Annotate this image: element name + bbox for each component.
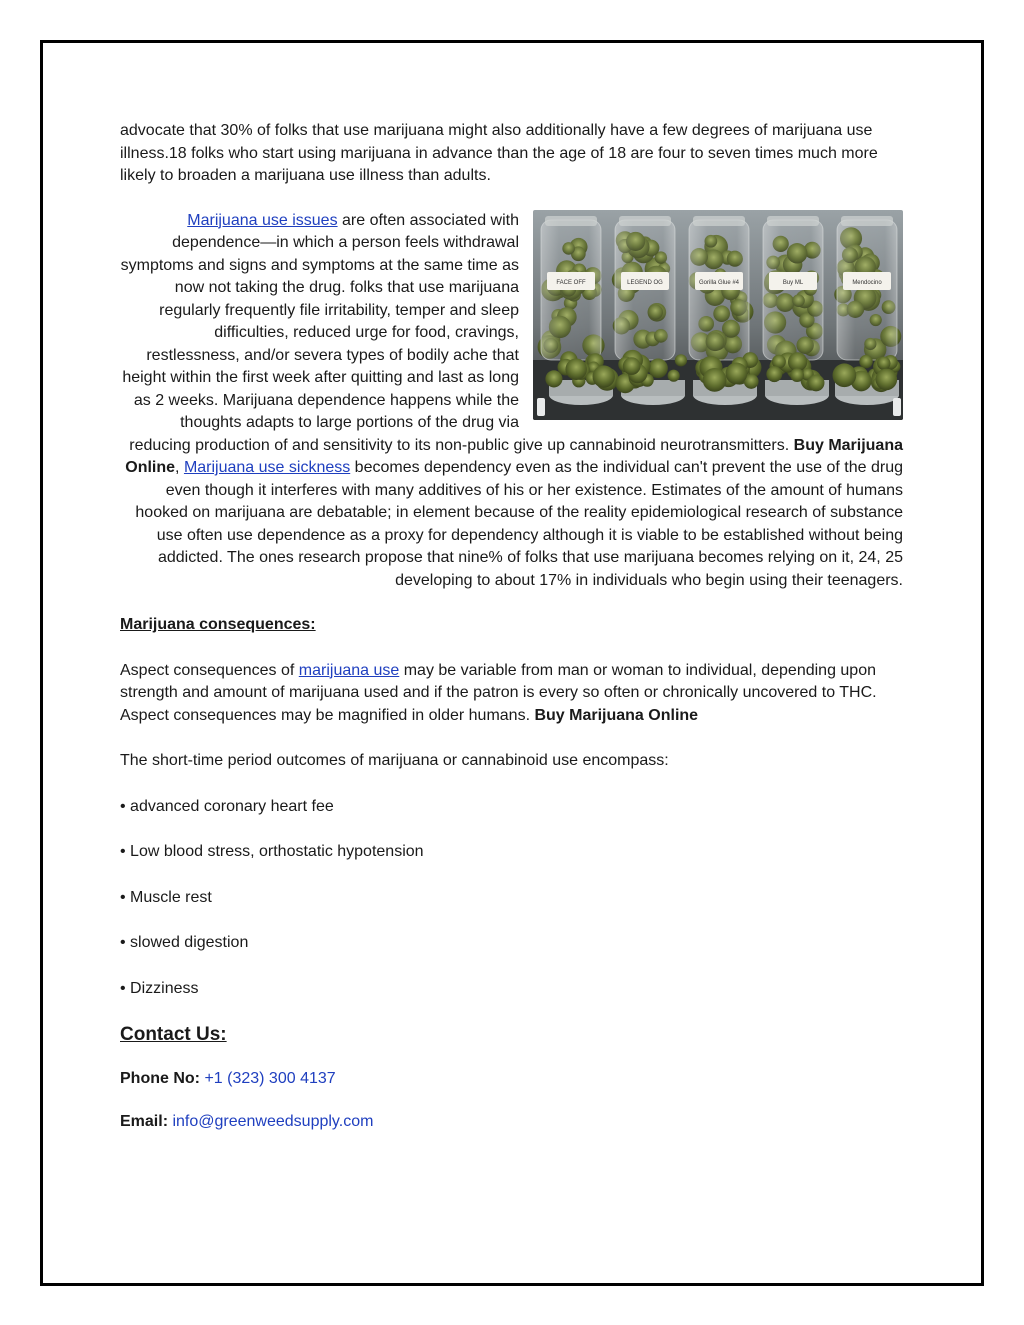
phone-row (120, 1068, 903, 1091)
bullet-item: • advanced coronary heart fee (120, 797, 334, 815)
bullet-item: • Dizziness (120, 979, 199, 997)
dependence-text-2: becomes dependency even as the individual can't prevent the use of the drug even though it interferes with many additives of his or her existence. Estimates of the amount of humans hooked on marijuana are debatable; in element because of the reality epidemiological research of substance use often use dependence as a proxy for dependency although it is viable to be established without being addicted. The ones research propose that nine% of folks that use marijuana becomes relying on it, 24, 25 developing to about 17% in individuals who begin using their teenagers. (135, 459, 903, 589)
consequences-text-b: may be variable from man or woman to individual, depending upon strength and amount of marijuana used and if the patron is every so often or chronically uncovered to THC. Aspect consequences may be magnified in older humans. (120, 661, 877, 724)
email-label: Email: (120, 1112, 173, 1130)
contact-heading: Contact Us: (120, 1024, 227, 1045)
consequences-text-a: Aspect consequences of (120, 661, 299, 679)
jar-label: LEGEND OG (627, 279, 663, 286)
email-address[interactable]: info@greenweedsupply.com (172, 1112, 374, 1130)
short-term-intro: The short-time period outcomes of marijuana or cannabinoid use encompass: (120, 752, 669, 769)
jar-label: Mendocino (852, 279, 882, 286)
jar-label: FACE OFF (556, 279, 586, 286)
buy-online-bold-1: Buy Marijuana Online (125, 436, 903, 476)
vial (893, 398, 901, 416)
comma: , (175, 459, 184, 476)
dependence-section (120, 210, 903, 593)
jar (612, 216, 675, 360)
phone-number[interactable]: +1 (323) 300 4137 (204, 1070, 336, 1087)
document-body (120, 120, 903, 1133)
link-marijuana-use-sickness[interactable]: Marijuana use sickness (183, 459, 351, 476)
consequences-paragraph (120, 660, 903, 728)
jars-illustration (533, 210, 903, 420)
jar-label: Buy ML (782, 279, 804, 286)
bullet-item: • slowed digestion (120, 934, 249, 951)
jar-label: Gorilla Glue #4 (698, 279, 740, 286)
link-marijuana-use-issues[interactable]: Marijuana use issues (187, 211, 338, 229)
bullet-item: • Low blood stress, orthostatic hypotension (120, 843, 424, 860)
cannabis-jars-photo (533, 210, 903, 420)
link-marijuana-use[interactable]: marijuana use (298, 661, 400, 679)
vial (537, 398, 545, 416)
jar (763, 216, 823, 362)
intro-paragraph: advocate that 30% of folks that use marijuana might also additionally have a few degrees of marijuana use illness.18 folks who start using marijuana in advance than the age of 18 are four to seven times much more likely to broaden a marijuana use illness than adults. (120, 122, 878, 184)
phone-label: Phone No: (120, 1070, 205, 1087)
jar (689, 216, 754, 361)
jar (538, 216, 605, 360)
consequences-heading: Marijuana consequences: (120, 616, 316, 633)
buy-online-bold-2: Buy Marijuana Online (534, 706, 699, 724)
jar (834, 216, 901, 361)
bullet-item: • Muscle rest (120, 888, 212, 906)
dependence-text-1: are often associated with dependence—in which a person feels withdrawal symptoms and signs and symptoms at the same time as now not taking the drug. folks that use marijuana regularly frequently file irritability, temper and sleep difficulties, reduced urge for food, cravings, restlessness, and/or severa types of bodily ache that height within the first week after quitting and last as long as 2 weeks. Marijuana dependence happens while the thoughts adapts to large portions of the drug via reducing production of and sensitivity to its non-public give up cannabinoid neurotransmitters. (120, 211, 794, 454)
email-row (120, 1111, 903, 1134)
